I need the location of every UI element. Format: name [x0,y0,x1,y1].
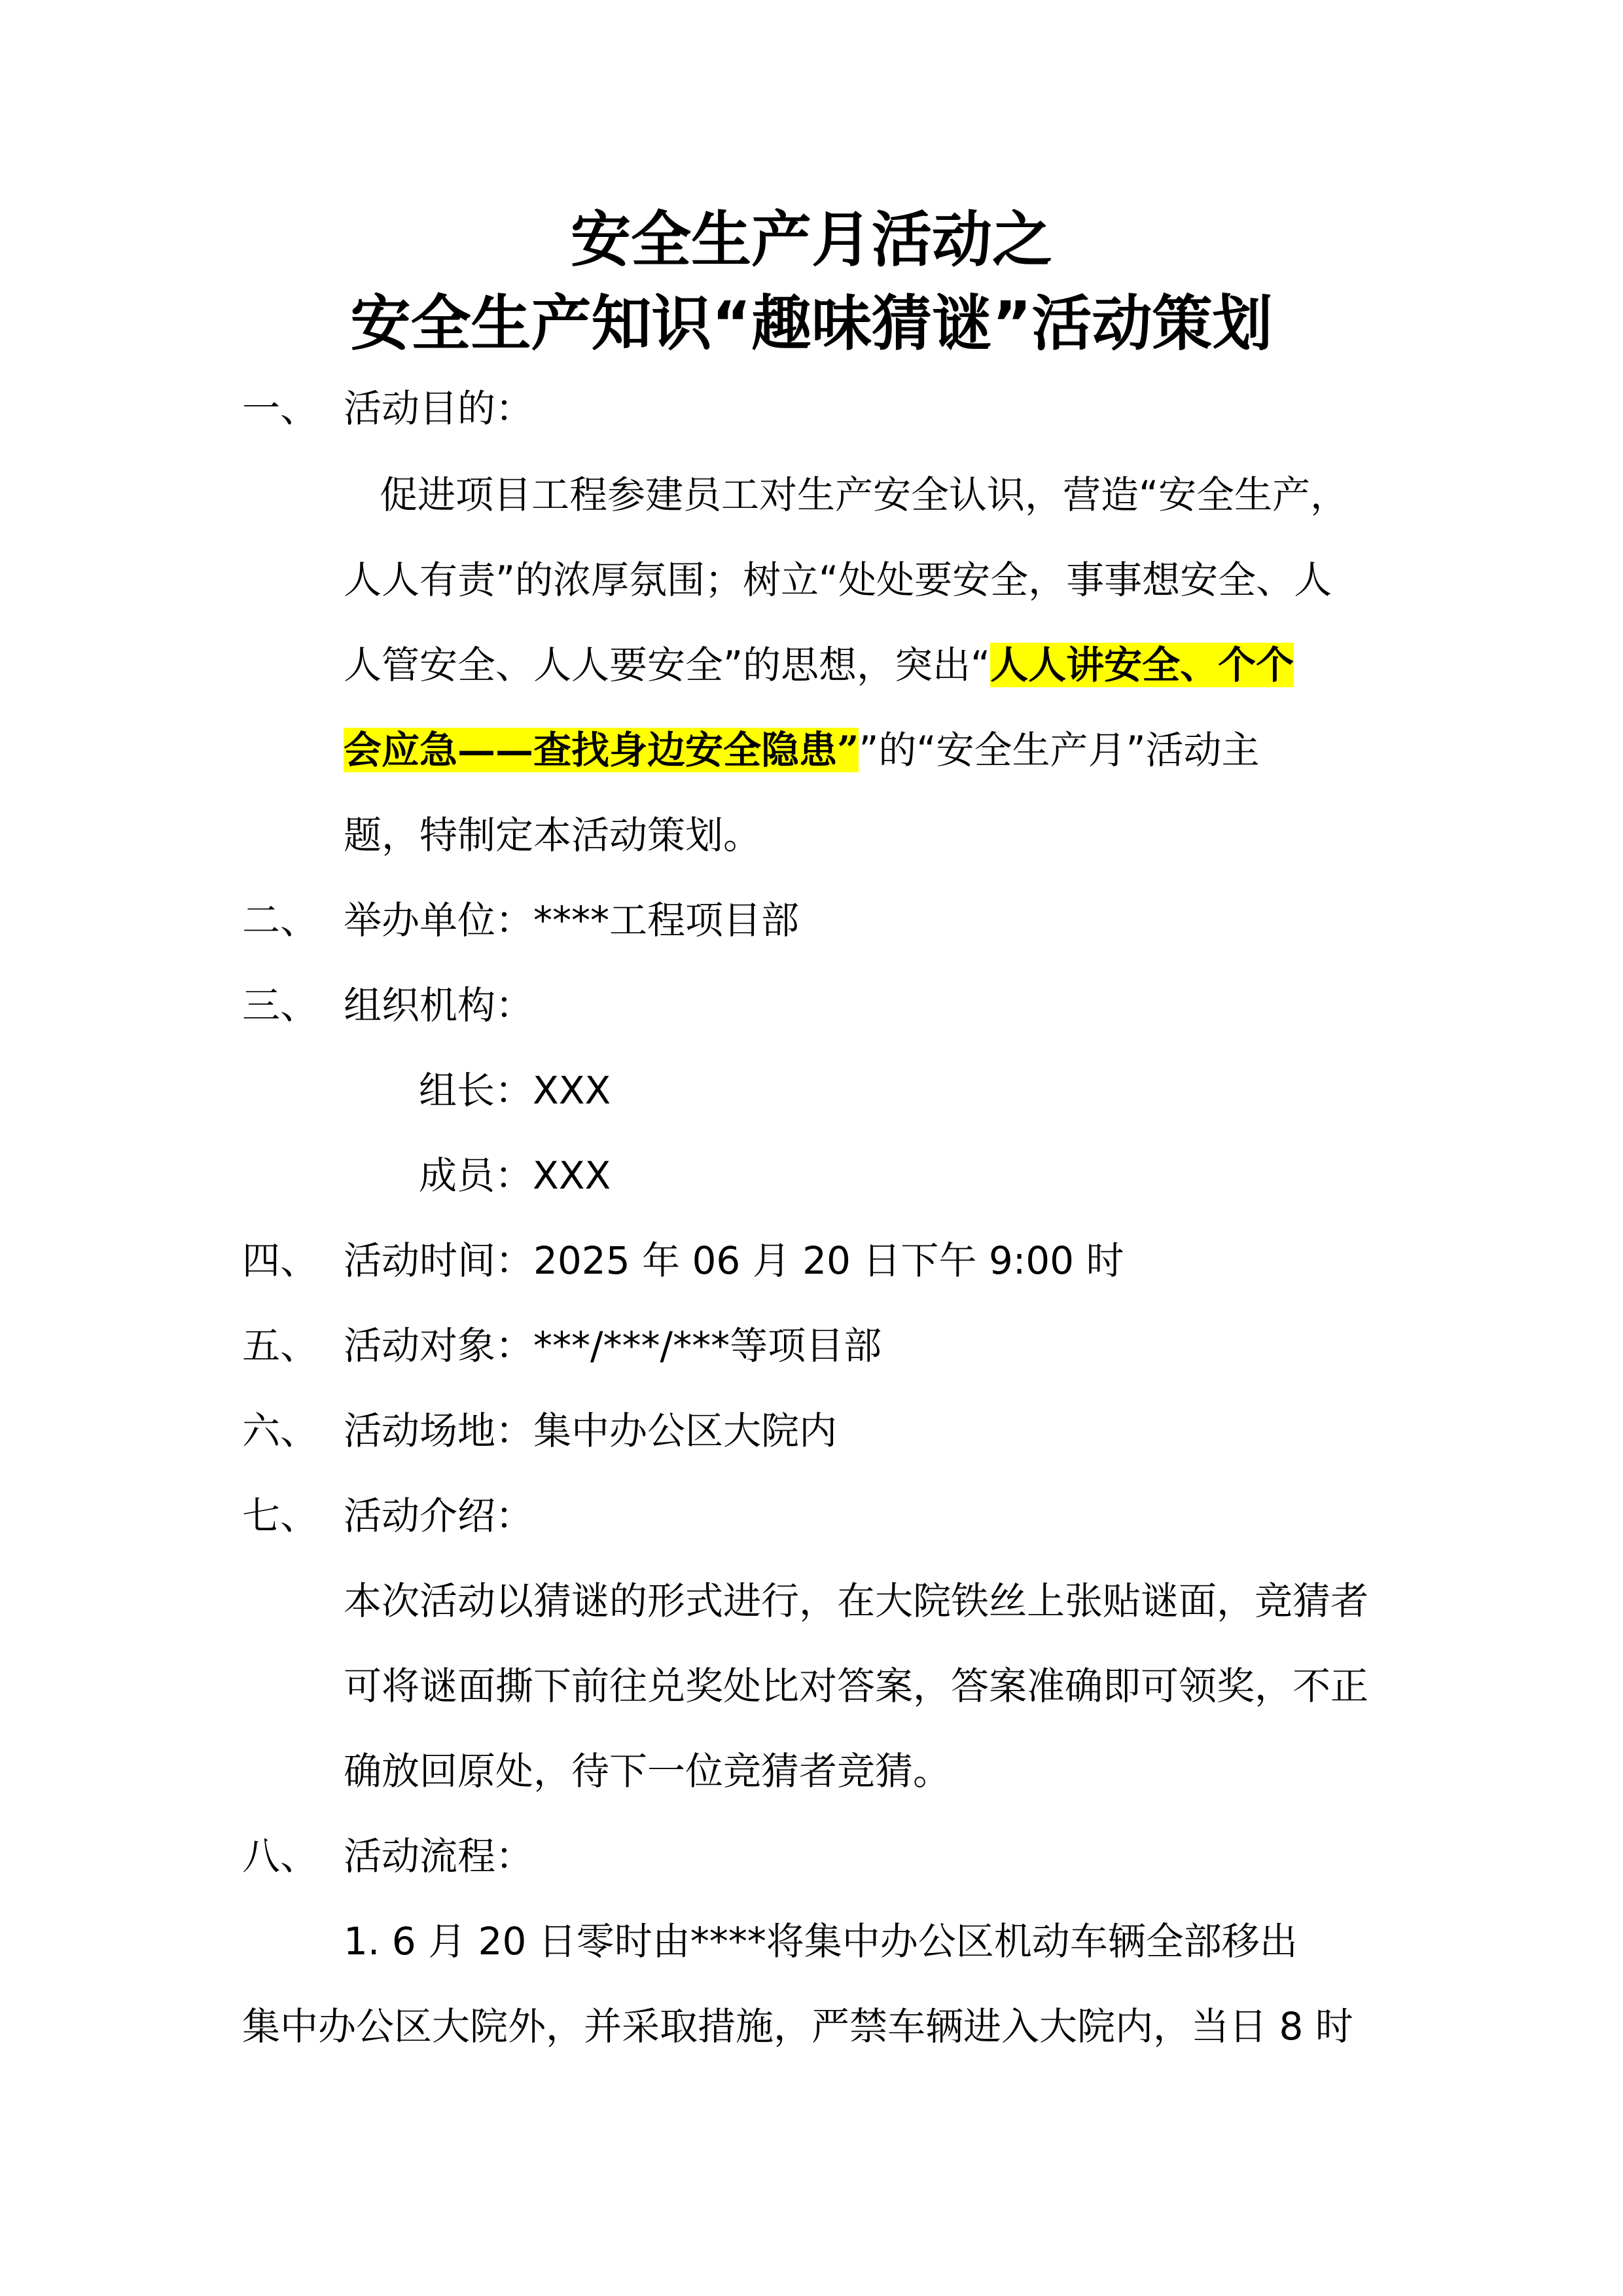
purpose-line-5: 题，特制定本活动策划。 [344,813,762,857]
org-leader: 组长：XXX [419,1068,611,1113]
highlighted-theme-part-1: 人人讲安全、个个 [990,643,1294,687]
intro-line-3: 确放回原处，待下一位竞猜者竞猜。 [344,1749,952,1793]
purpose-line-2: 人人有责”的浓厚氛围；树立“处处要安全，事事想安全、人 [344,558,1332,602]
purpose-line-4-text: ”的“安全生产月”活动主 [859,728,1260,772]
title-line-2: 安全生产知识“趣味猜谜”活动策划 [350,289,1273,359]
section-6-text: 活动场地：集中办公区大院内 [344,1408,838,1453]
intro-line-1: 本次活动以猜谜的形式进行，在大院铁丝上张贴谜面，竞猜者 [344,1579,1369,1623]
section-5-number: 五、 [242,1323,319,1368]
section-3-number: 三、 [242,983,319,1028]
purpose-line-3-text: 人管安全、人人要安全”的思想，突出“ [344,643,991,687]
section-7-label: 活动介绍： [344,1494,534,1538]
org-member: 成员：XXX [419,1153,611,1198]
highlighted-theme-part-2: 会应急——查找身边安全隐患” [344,728,859,772]
section-1-label: 活动目的： [344,386,534,431]
section-1-number: 一、 [242,386,319,431]
purpose-line-1: 促进项目工程参建员工对生产安全认识，营造“安全生产， [380,473,1349,517]
section-5-text: 活动对象：***/***/***等项目部 [344,1323,882,1368]
flow-line-2: 集中办公区大院外，并采取措施，严禁车辆进入大院内，当日 8 时 [242,2004,1353,2049]
section-8-number: 八、 [242,1834,319,1878]
section-8-label: 活动流程： [344,1834,534,1878]
section-2-text: 举办单位：****工程项目部 [344,898,800,942]
flow-line-1: 1. 6 月 20 日零时由****将集中办公区机动车辆全部移出 [344,1919,1298,1964]
section-7-number: 七、 [242,1494,319,1538]
section-2-number: 二、 [242,898,319,942]
section-4-number: 四、 [242,1238,319,1283]
purpose-line-3 [344,639,1294,691]
purpose-line-4 [344,724,1260,776]
intro-line-2: 可将谜面撕下前往兑奖处比对答案，答案准确即可领奖，不正 [344,1664,1369,1708]
section-6-number: 六、 [242,1408,319,1453]
section-3-label: 组织机构： [344,983,534,1028]
section-4-text: 活动时间：2025 年 06 月 20 日下午 9:00 时 [344,1238,1124,1283]
title-line-1: 安全生产月活动之 [570,205,1052,275]
